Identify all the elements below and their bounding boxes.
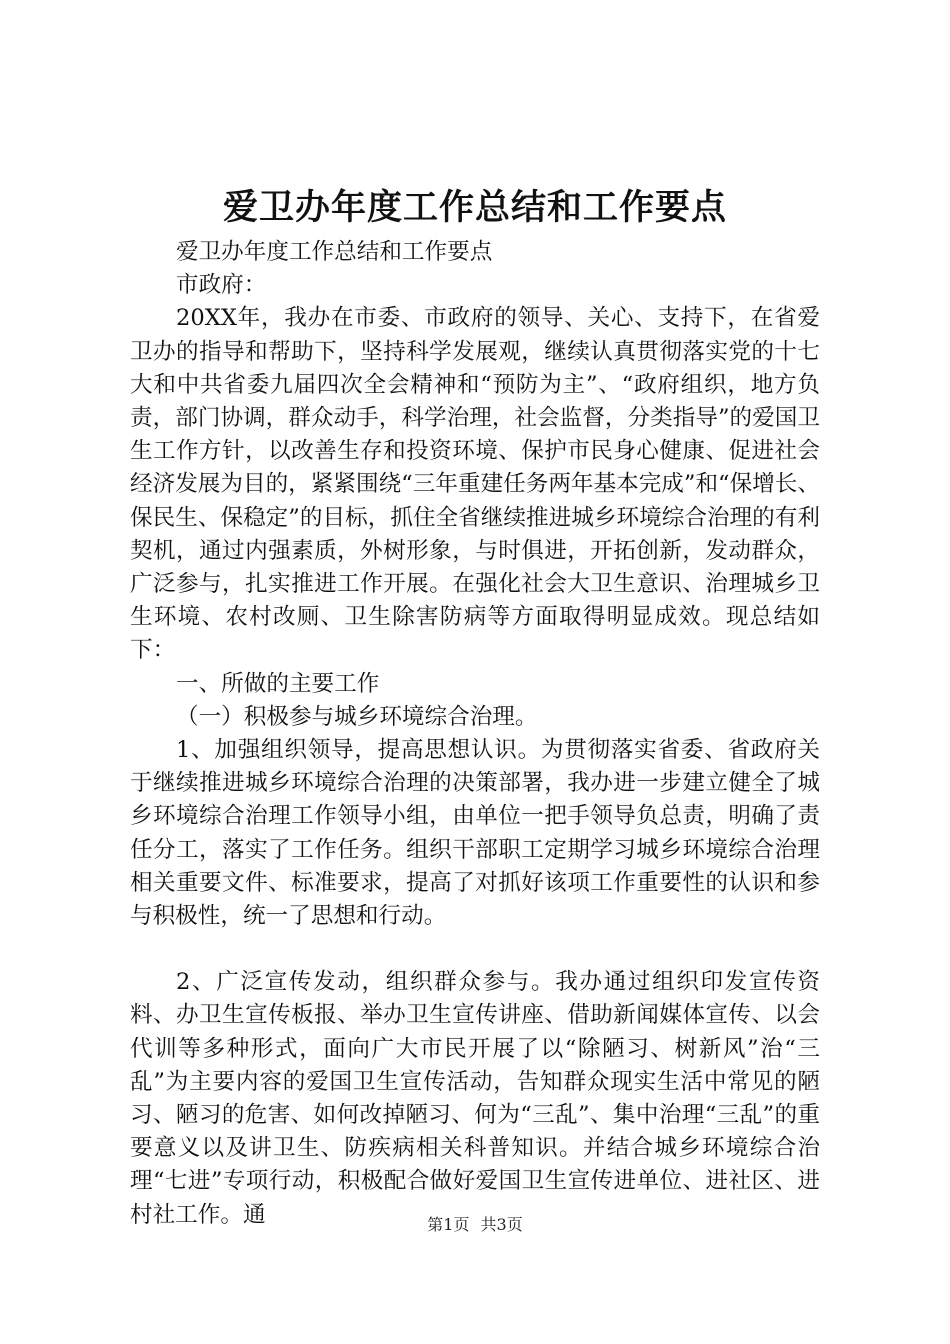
subsection-heading-1: （一）积极参与城乡环境综合治理。 bbox=[176, 703, 538, 730]
page-number: 第1页 bbox=[427, 1215, 470, 1234]
document-body bbox=[130, 236, 820, 1232]
document-title: 爱卫办年度工作总结和工作要点 bbox=[222, 187, 727, 228]
body-paragraph-subtitle: 爱卫办年度工作总结和工作要点 bbox=[176, 239, 493, 265]
body-paragraph-item-2: 2、广泛宣传发动，组织群众参与。我办通过组织印发宣传资料、办卫生宣传板报、举办卫生宣传讲座、借助新闻媒体宣传、以会代训等多种形式，面向广大市民开展了以“除陋习、树新风”治“三乱”为主要内容的爱国卫生宣传活动，告知群众现实生活中常见的陋习、陋习的危害、如何改掉陋习、何为“三乱”、集中治理“三乱”的重要意义以及讲卫生、防疾病相关科普知识。并结合城乡环境综合治理“七进”专项行动，积极配合做好爱国卫生宣传进单位、进社区、进村社工作。通 bbox=[130, 969, 820, 1228]
body-paragraph-intro: 20XX年，我办在市委、市政府的领导、关心、支持下，在省爱卫办的指导和帮助下，坚持科学发展观，继续认真贯彻落实党的十七大和中共省委九届四次全会精神和“预防为主”、“政府组织，地方负责，部门协调，群众动手，科学治理，社会监督，分类指导”的爱国卫生工作方针，以改善生存和投资环境、保护市民身心健康、促进社会经济发展为目的，紧紧围绕“三年重建任务两年基本完成”和“保增长、保民生、保稳定”的目标，抓住全省继续推进城乡环境综合治理的有利契机，通过内强素质，外树形象，与时俱进，开拓创新，发动群众，广泛参与，扎实推进工作开展。在强化社会大卫生意识、治理城乡卫生环境、农村改厕、卫生除害防病等方面取得明显成效。现总结如下： bbox=[130, 305, 820, 664]
section-heading-main-work: 一、所做的主要工作 bbox=[176, 670, 380, 697]
body-paragraph-salutation: 市政府： bbox=[176, 272, 267, 299]
body-paragraph-item-1: 1、加强组织领导，提高思想认识。为贯彻落实省委、省政府关于继续推进城乡环境综合治理的决策部署，我办进一步建立健全了城乡环境综合治理工作领导小组，由单位一把手领导负总责，明确了责任分工，落实了工作任务。组织干部职工定期学习城乡环境综合治理相关重要文件、标准要求，提高了对抓好该项工作重要性的认识和参与积极性，统一了思想和行动。 bbox=[130, 737, 820, 930]
page-footer bbox=[0, 1213, 950, 1237]
page-total: 共3页 bbox=[480, 1215, 523, 1234]
